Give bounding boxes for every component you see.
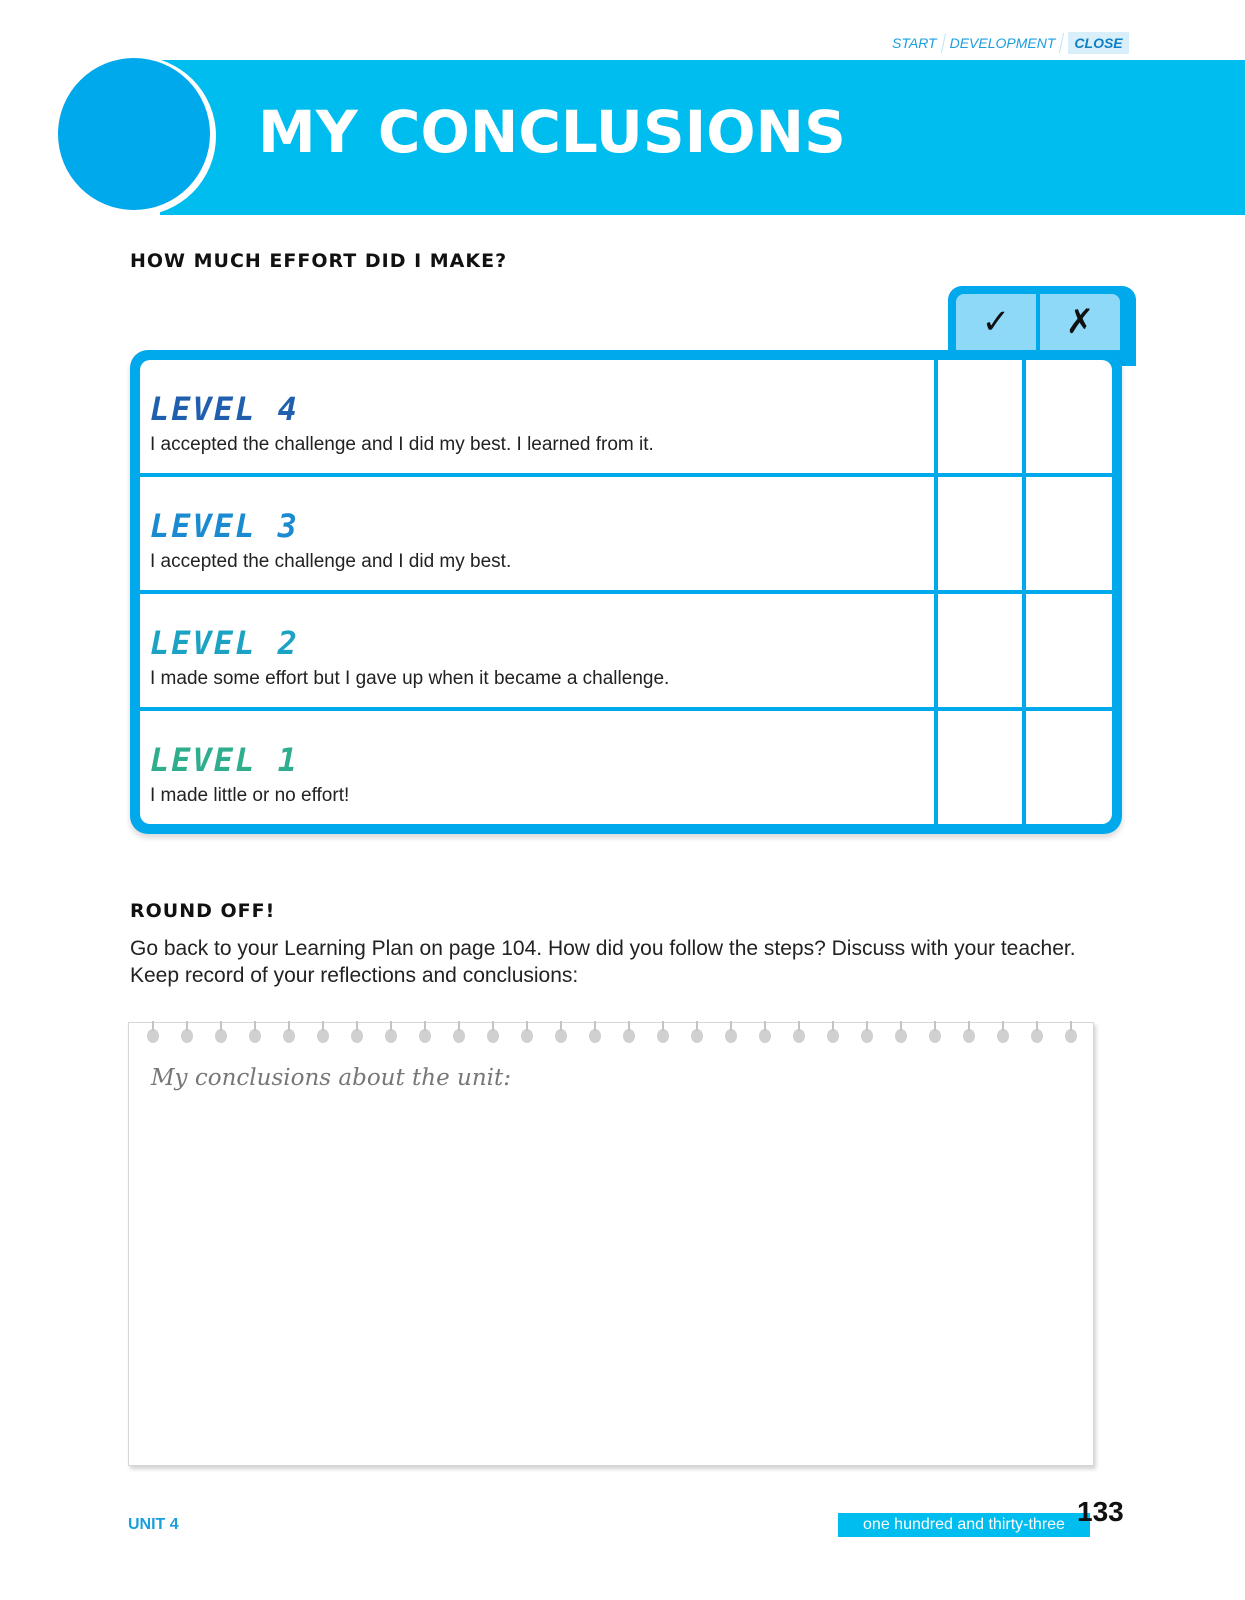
spiral-hole (317, 1029, 329, 1043)
check-box[interactable] (938, 594, 1022, 707)
effort-table (130, 350, 1122, 834)
phase-close: CLOSE (1068, 32, 1128, 54)
spiral-hole (827, 1029, 839, 1043)
level-label: LEVEL 2 (150, 624, 299, 662)
cross-icon: ✗ (1040, 294, 1120, 350)
effort-heading: HOW MUCH EFFORT DID I MAKE? (130, 250, 508, 272)
notebook-prompt: My conclusions about the unit: (151, 1065, 511, 1091)
phase-development: DEVELOPMENT (949, 35, 1056, 51)
spiral-hole (215, 1029, 227, 1043)
spiral-hole (725, 1029, 737, 1043)
spiral-hole (487, 1029, 499, 1043)
spiral-hole (657, 1029, 669, 1043)
effort-row-level-1 (140, 711, 1112, 824)
level-description (140, 477, 934, 590)
level-text: I accepted the challenge and I did my best. I learned from it. (150, 434, 654, 455)
spiral-hole (385, 1029, 397, 1043)
round-off-heading: ROUND OFF! (130, 900, 276, 922)
notebook-spiral (147, 1029, 1077, 1049)
spiral-hole (929, 1029, 941, 1043)
round-off-text: Go back to your Learning Plan on page 104. How did you follow the steps? Discuss with your teacher. Keep record of your reflections and conclusions: (130, 937, 1076, 987)
page-words: one hundred and thirty-three (838, 1513, 1090, 1537)
spiral-hole (555, 1029, 567, 1043)
spiral-hole (453, 1029, 465, 1043)
notebook-area[interactable] (128, 1022, 1094, 1466)
spiral-hole (181, 1029, 193, 1043)
level-label: LEVEL 1 (150, 741, 299, 779)
page-number: 133 (1077, 1496, 1124, 1527)
phase-divider (940, 33, 945, 53)
cross-box[interactable] (1026, 477, 1112, 590)
effort-table-inner (140, 360, 1112, 824)
level-label: LEVEL 3 (150, 507, 299, 545)
spiral-hole (419, 1029, 431, 1043)
spiral-hole (283, 1029, 295, 1043)
spiral-hole (521, 1029, 533, 1043)
unit-label: UNIT 4 (128, 1516, 179, 1533)
effort-row-level-4 (140, 360, 1112, 473)
spiral-hole (351, 1029, 363, 1043)
level-label: LEVEL 4 (150, 390, 299, 428)
page-title: MY CONCLUSIONS (258, 98, 846, 166)
level-description (140, 360, 934, 473)
header-circle (58, 58, 210, 210)
check-box[interactable] (938, 477, 1022, 590)
phase-start: START (892, 35, 937, 51)
spiral-hole (759, 1029, 771, 1043)
check-box[interactable] (938, 711, 1022, 824)
cross-box[interactable] (1026, 360, 1112, 473)
spiral-hole (249, 1029, 261, 1043)
spiral-hole (895, 1029, 907, 1043)
spiral-hole (861, 1029, 873, 1043)
spiral-hole (793, 1029, 805, 1043)
level-text: I made little or no effort! (150, 785, 350, 806)
spiral-hole (1031, 1029, 1043, 1043)
spiral-hole (147, 1029, 159, 1043)
level-description (140, 711, 934, 824)
level-text: I made some effort but I gave up when it became a challenge. (150, 668, 670, 689)
effort-row-level-3 (140, 477, 1112, 590)
spiral-hole (589, 1029, 601, 1043)
check-box[interactable] (938, 360, 1022, 473)
spiral-hole (623, 1029, 635, 1043)
spiral-hole (691, 1029, 703, 1043)
spiral-hole (997, 1029, 1009, 1043)
spiral-hole (963, 1029, 975, 1043)
phase-nav (892, 32, 1129, 54)
spiral-hole (1065, 1029, 1077, 1043)
cross-box[interactable] (1026, 711, 1112, 824)
phase-divider (1059, 33, 1064, 53)
level-description (140, 594, 934, 707)
effort-row-level-2 (140, 594, 1112, 707)
check-icon: ✓ (956, 294, 1036, 350)
level-text: I accepted the challenge and I did my best. (150, 551, 512, 572)
cross-box[interactable] (1026, 594, 1112, 707)
